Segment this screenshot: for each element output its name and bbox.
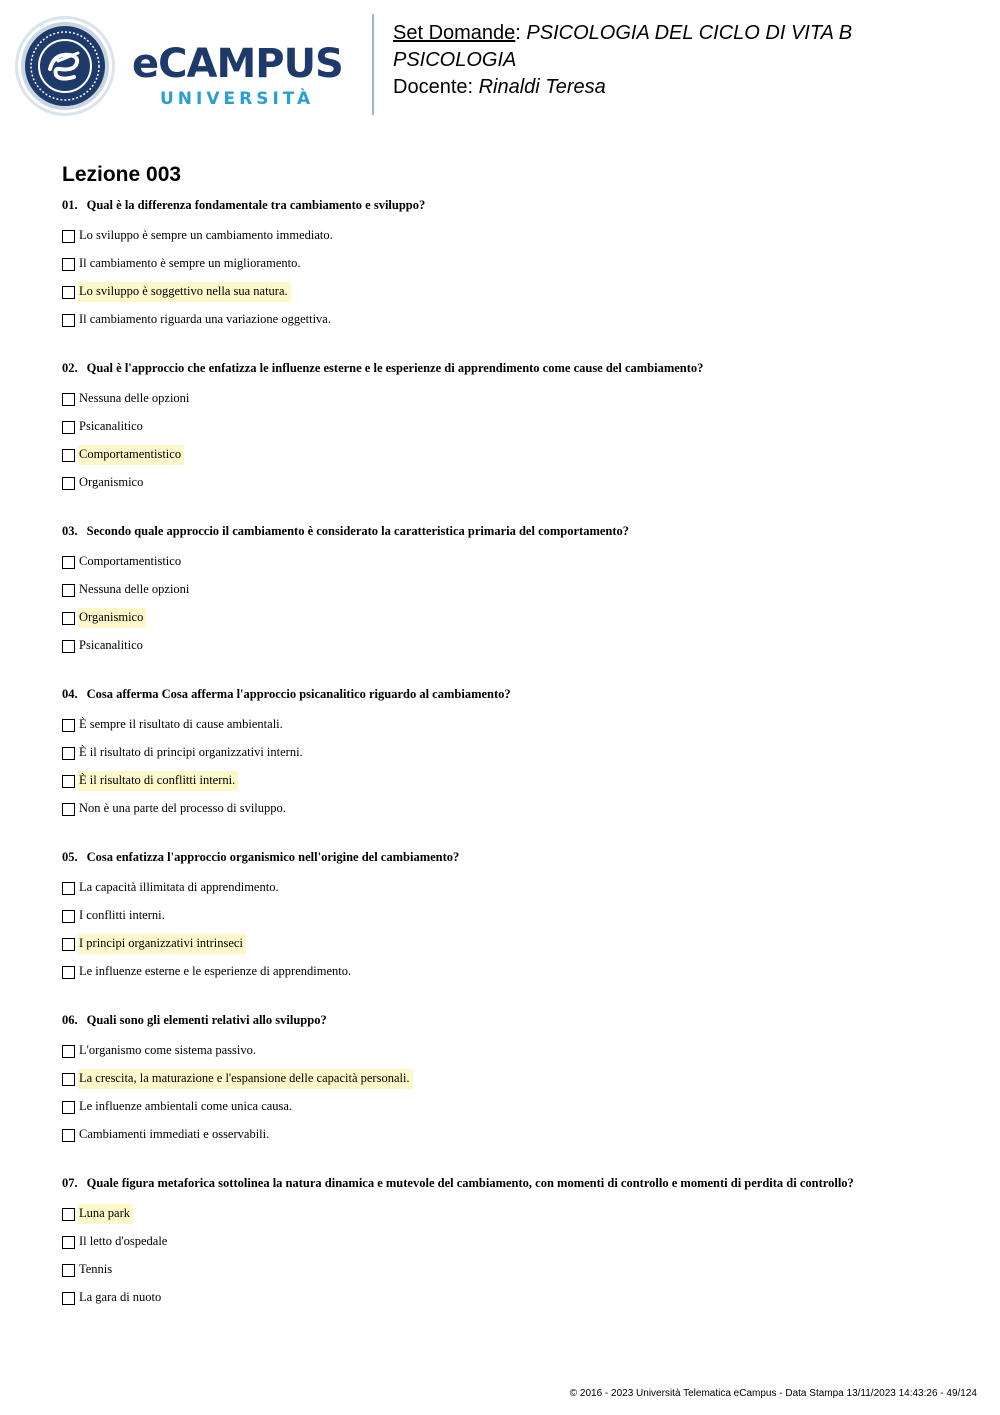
question-label: Quale figura metaforica sottolinea la natura dinamica e mutevole del cambiamento, con momenti di controllo e momenti di perdita di controllo?	[86, 1176, 854, 1190]
header-divider	[372, 14, 374, 115]
lesson-title: Lezione 003	[62, 163, 182, 186]
question-label: Secondo quale approccio il cambiamento è considerato la caratteristica primaria del comportamento?	[86, 524, 630, 538]
answer-label: I conflitti interni.	[79, 908, 165, 922]
answer-option[interactable]	[62, 1228, 962, 1256]
answer-label: Le influenze ambientali come unica causa.	[79, 1099, 293, 1113]
question-block	[62, 848, 962, 986]
question-text	[62, 522, 962, 540]
checkbox-icon[interactable]	[62, 584, 75, 597]
answer-label: Il cambiamento è sempre un miglioramento.	[79, 256, 301, 270]
question-label: Cosa enfatizza l'approccio organismico nell'origine del cambiamento?	[86, 850, 460, 864]
question-text	[62, 196, 962, 214]
question-block	[62, 522, 962, 660]
set-title: PSICOLOGIA DEL CICLO DI VITA B	[526, 22, 853, 44]
checkbox-icon[interactable]	[62, 393, 75, 406]
set-line	[393, 20, 953, 47]
question-block	[62, 1174, 962, 1312]
answer-option[interactable]	[62, 1256, 962, 1284]
checkbox-icon[interactable]	[62, 1208, 75, 1221]
answer-option[interactable]	[62, 632, 962, 660]
answer-option[interactable]	[62, 250, 962, 278]
checkbox-icon[interactable]	[62, 286, 75, 299]
set-title-continued: PSICOLOGIA	[393, 49, 517, 71]
answer-label: Il letto d'ospedale	[79, 1234, 168, 1248]
checkbox-icon[interactable]	[62, 640, 75, 653]
question-number: 02.	[62, 361, 78, 375]
answer-option[interactable]	[62, 278, 962, 306]
answer-label: Le influenze esterne e le esperienze di apprendimento.	[79, 964, 352, 978]
answer-option[interactable]	[62, 306, 962, 334]
question-block	[62, 685, 962, 823]
checkbox-icon[interactable]	[62, 938, 75, 951]
ecampus-logo	[132, 40, 357, 115]
answer-label: Il cambiamento riguarda una variazione oggettiva.	[79, 312, 331, 326]
answer-label-highlighted: È il risultato di conflitti interni.	[78, 771, 238, 791]
brand-subtitle: UNIVERSITÀ	[160, 89, 315, 109]
question-label: Cosa afferma Cosa afferma l'approccio psicanalitico riguardo al cambiamento?	[86, 687, 511, 701]
checkbox-icon[interactable]	[62, 1129, 75, 1142]
checkbox-icon[interactable]	[62, 747, 75, 760]
answer-label-highlighted: Comportamentistico	[78, 445, 184, 465]
question-label: Qual è l'approccio che enfatizza le influenze esterne e le esperienze di apprendimento come cause del cambiamento?	[86, 361, 704, 375]
question-number: 06.	[62, 1013, 78, 1027]
question-text	[62, 359, 962, 377]
answer-label: È il risultato di principi organizzativi interni.	[79, 745, 303, 759]
page-header	[0, 0, 1000, 130]
checkbox-icon[interactable]	[62, 803, 75, 816]
answer-option[interactable]	[62, 413, 962, 441]
question-block	[62, 196, 962, 334]
checkbox-icon[interactable]	[62, 775, 75, 788]
brand-name: eCAMPUS	[132, 41, 343, 87]
checkbox-icon[interactable]	[62, 966, 75, 979]
answer-option[interactable]	[62, 795, 962, 823]
teacher-line	[393, 74, 953, 101]
answer-option[interactable]	[62, 441, 962, 469]
checkbox-icon[interactable]	[62, 230, 75, 243]
answer-option[interactable]	[62, 739, 962, 767]
answer-label: Psicanalitico	[79, 419, 143, 433]
answer-option[interactable]	[62, 1065, 962, 1093]
answer-option[interactable]	[62, 874, 962, 902]
checkbox-icon[interactable]	[62, 421, 75, 434]
answer-label: Nessuna delle opzioni	[79, 391, 190, 405]
checkbox-icon[interactable]	[62, 1073, 75, 1086]
checkbox-icon[interactable]	[62, 1292, 75, 1305]
answer-label: Tennis	[79, 1262, 113, 1276]
teacher-label: Docente:	[393, 76, 479, 98]
answer-label-highlighted: Luna park	[78, 1204, 133, 1224]
answer-option[interactable]	[62, 958, 962, 986]
answer-label: Organismico	[79, 475, 144, 489]
checkbox-icon[interactable]	[62, 314, 75, 327]
answer-option[interactable]	[62, 548, 962, 576]
answer-option[interactable]	[62, 604, 962, 632]
checkbox-icon[interactable]	[62, 449, 75, 462]
header-info	[393, 20, 953, 101]
checkbox-icon[interactable]	[62, 1236, 75, 1249]
answer-label: È sempre il risultato di cause ambientali.	[79, 717, 283, 731]
checkbox-icon[interactable]	[62, 477, 75, 490]
teacher-name: Rinaldi Teresa	[478, 76, 606, 98]
answer-option[interactable]	[62, 1093, 962, 1121]
answer-option[interactable]	[62, 1037, 962, 1065]
question-text	[62, 685, 962, 703]
answer-label: Cambiamenti immediati e osservabili.	[79, 1127, 270, 1141]
set-separator: :	[515, 22, 527, 44]
answer-option[interactable]	[62, 576, 962, 604]
checkbox-icon[interactable]	[62, 612, 75, 625]
question-list	[62, 196, 962, 1337]
answer-option[interactable]	[62, 930, 962, 958]
checkbox-icon[interactable]	[62, 882, 75, 895]
question-number: 07.	[62, 1176, 78, 1190]
checkbox-icon[interactable]	[62, 1045, 75, 1058]
answer-option[interactable]	[62, 385, 962, 413]
answer-label: La capacità illimitata di apprendimento.	[79, 880, 279, 894]
question-number: 04.	[62, 687, 78, 701]
answer-option[interactable]	[62, 1121, 962, 1149]
answer-label-highlighted: Lo sviluppo è soggettivo nella sua natura.	[78, 282, 291, 302]
answer-option[interactable]	[62, 222, 962, 250]
question-block	[62, 1011, 962, 1149]
question-text	[62, 848, 962, 866]
answer-label-highlighted: I principi organizzativi intrinseci	[78, 934, 246, 954]
answer-option[interactable]	[62, 902, 962, 930]
answer-label: Nessuna delle opzioni	[79, 582, 190, 596]
answer-label-highlighted: La crescita, la maturazione e l'espansione delle capacità personali.	[78, 1069, 413, 1089]
question-label: Quali sono gli elementi relativi allo sviluppo?	[86, 1013, 327, 1027]
checkbox-icon[interactable]	[62, 258, 75, 271]
answer-label: Lo sviluppo è sempre un cambiamento immediato.	[79, 228, 333, 242]
page-footer: © 2016 - 2023 Università Telematica eCampus - Data Stampa 13/11/2023 14:43:26 - 49/124	[569, 1388, 977, 1399]
answer-label: Comportamentistico	[79, 554, 182, 568]
answer-label: Non è una parte del processo di sviluppo.	[79, 801, 286, 815]
checkbox-icon[interactable]	[62, 719, 75, 732]
answer-label: L'organismo come sistema passivo.	[79, 1043, 256, 1057]
question-text	[62, 1011, 962, 1029]
answer-option[interactable]	[62, 1284, 962, 1312]
checkbox-icon[interactable]	[62, 556, 75, 569]
answer-option[interactable]	[62, 767, 962, 795]
answer-label-highlighted: Organismico	[78, 608, 146, 628]
answer-label: La gara di nuoto	[79, 1290, 162, 1304]
checkbox-icon[interactable]	[62, 1264, 75, 1277]
answer-option[interactable]	[62, 469, 962, 497]
question-number: 03.	[62, 524, 78, 538]
answer-label: Psicanalitico	[79, 638, 143, 652]
question-label: Qual è la differenza fondamentale tra cambiamento e sviluppo?	[86, 198, 426, 212]
ecampus-seal-icon	[14, 15, 116, 117]
question-number: 01.	[62, 198, 78, 212]
set-label: Set Domande	[393, 22, 516, 44]
question-number: 05.	[62, 850, 78, 864]
checkbox-icon[interactable]	[62, 910, 75, 923]
question-text	[62, 1174, 962, 1192]
checkbox-icon[interactable]	[62, 1101, 75, 1114]
answer-option[interactable]	[62, 711, 962, 739]
question-block	[62, 359, 962, 497]
answer-option[interactable]	[62, 1200, 962, 1228]
